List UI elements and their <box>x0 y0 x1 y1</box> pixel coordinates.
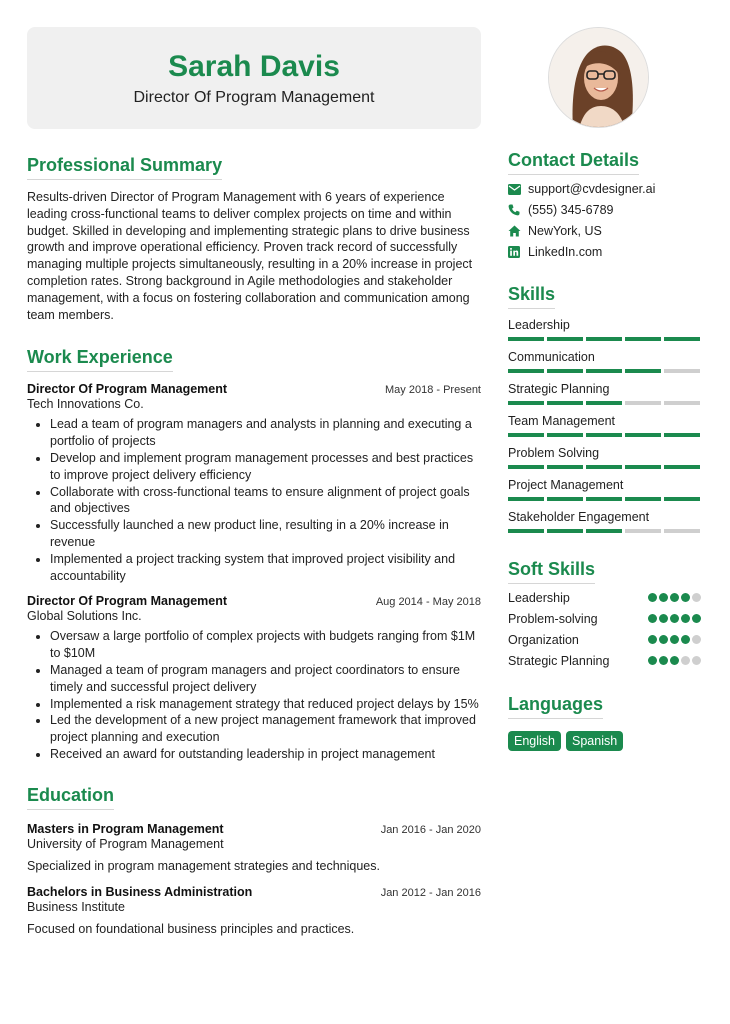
skill-item <box>508 382 703 405</box>
contact-item[interactable] <box>508 244 703 260</box>
skill-name: Leadership <box>508 318 570 332</box>
skill-level-segment <box>664 433 700 437</box>
job-company: Tech Innovations Co. <box>27 397 144 412</box>
languages-section <box>508 694 703 751</box>
soft-skills-section <box>508 559 703 668</box>
skill-level-segment <box>664 401 700 405</box>
skill-level-segment <box>508 497 544 501</box>
experience-section <box>27 347 481 762</box>
soft-skill-rating <box>648 614 701 623</box>
skill-level-segment <box>586 337 622 341</box>
job-bullet: • Collaborate with cross-functional teams to ensure alignment of project goals and objectives <box>50 484 481 518</box>
rating-dot <box>659 635 668 644</box>
skill-name: Team Management <box>508 414 616 428</box>
profile-photo-image <box>549 28 649 128</box>
job-bullet: • Lead a team of program managers and analysts in planning and executing a portfolio of projects <box>50 416 481 450</box>
soft-skill-name: Leadership <box>508 590 570 605</box>
rating-dot <box>648 635 657 644</box>
skill-level-segment <box>625 529 661 533</box>
contact-item[interactable] <box>508 181 703 197</box>
skill-level-segment <box>625 401 661 405</box>
rating-dot <box>648 656 657 665</box>
job-bullet: • Implemented a risk management strategy that reduced project delays by 15% <box>50 696 481 713</box>
soft-skill-item <box>508 653 703 668</box>
skill-level-segment <box>547 465 583 469</box>
skill-list <box>508 318 703 533</box>
skill-name: Project Management <box>508 478 624 492</box>
rating-dot <box>670 635 679 644</box>
education-date: Jan 2012 - Jan 2016 <box>380 886 481 899</box>
education-description: Specialized in program management strategies and techniques. <box>27 858 380 873</box>
soft-skill-rating <box>648 656 701 665</box>
email-icon <box>508 184 528 195</box>
skill-level-bar <box>508 497 703 501</box>
education-section <box>27 785 481 936</box>
home-icon <box>508 225 528 237</box>
rating-dot <box>681 614 690 623</box>
skill-level-segment <box>508 529 544 533</box>
education-degree: Bachelors in Business Administration <box>27 884 253 899</box>
job-title: Director Of Program Management <box>27 594 228 609</box>
rating-dot <box>659 593 668 602</box>
phone-icon <box>508 204 528 216</box>
education-entry <box>27 822 481 873</box>
skill-level-segment <box>625 465 661 469</box>
skill-level-segment <box>547 401 583 405</box>
skill-item <box>508 414 703 437</box>
education-degree: Masters in Program Management <box>27 821 224 836</box>
skill-level-segment <box>547 529 583 533</box>
job-entry <box>27 594 481 762</box>
skill-item <box>508 350 703 373</box>
education-header-row <box>27 822 481 836</box>
education-entry <box>27 885 481 936</box>
profile-photo <box>548 27 649 128</box>
soft-skill-name: Organization <box>508 632 579 647</box>
rating-dot <box>659 656 668 665</box>
summary-heading: Professional Summary <box>27 155 222 180</box>
main-column <box>27 155 481 936</box>
job-list <box>27 382 481 762</box>
rating-dot <box>692 635 701 644</box>
job-bullet: • Managed a team of program managers and project coordinators to ensure timely and successful project delivery <box>50 662 481 696</box>
contact-text: (555) 345-6789 <box>528 203 614 217</box>
rating-dot <box>670 656 679 665</box>
soft-skill-item <box>508 611 703 626</box>
education-date: Jan 2016 - Jan 2020 <box>380 823 481 836</box>
skill-level-bar <box>508 369 703 373</box>
skill-level-segment <box>586 401 622 405</box>
soft-skill-name: Problem-solving <box>508 611 598 626</box>
contact-list <box>508 181 703 260</box>
education-heading: Education <box>27 785 114 810</box>
job-bullet: • Develop and implement program management processes and best practices to improve project delivery efficiency <box>50 450 481 484</box>
contact-text: LinkedIn.com <box>528 245 603 259</box>
rating-dot <box>670 614 679 623</box>
rating-dot <box>670 593 679 602</box>
soft-skill-item <box>508 632 703 647</box>
contact-text: NewYork, US <box>528 224 602 238</box>
skill-level-segment <box>547 497 583 501</box>
soft-skill-rating <box>648 635 701 644</box>
experience-heading: Work Experience <box>27 347 173 372</box>
contact-section <box>508 150 703 260</box>
rating-dot <box>659 614 668 623</box>
skill-name: Problem Solving <box>508 446 600 460</box>
skill-level-segment <box>625 369 661 373</box>
skill-level-segment <box>508 433 544 437</box>
education-school: Business Institute <box>27 899 125 914</box>
education-list <box>27 822 481 936</box>
contact-item[interactable] <box>508 202 703 218</box>
skill-level-segment <box>547 337 583 341</box>
job-bullets <box>27 416 481 584</box>
skill-name: Stakeholder Engagement <box>508 510 650 524</box>
skill-item <box>508 318 703 341</box>
skills-heading: Skills <box>508 284 555 309</box>
summary-section <box>27 155 481 323</box>
summary-text: Results-driven Director of Program Management with 6 years of experience leading cross-functional teams to deliver complex projects on time and within budget. Skilled in developing and implementing strategic plans to drive business growth and improve operational efficiency. Proven track record of successfully managing multiple projects simultaneously, resulting in a 20% increase in project completion rates. Strong background in Agile methodologies and stakeholder management, with a focus on fostering collaboration and communication among team members. <box>27 190 473 322</box>
contact-item[interactable] <box>508 223 703 239</box>
skill-level-bar <box>508 465 703 469</box>
rating-dot <box>692 614 701 623</box>
soft-skills-heading: Soft Skills <box>508 559 595 584</box>
rating-dot <box>648 593 657 602</box>
skill-level-segment <box>586 369 622 373</box>
rating-dot <box>692 656 701 665</box>
candidate-title: Director Of Program Management <box>133 89 375 106</box>
candidate-name: Sarah Davis <box>168 50 340 83</box>
skill-level-segment <box>508 369 544 373</box>
skill-level-segment <box>586 497 622 501</box>
skill-name: Strategic Planning <box>508 382 610 396</box>
skill-level-segment <box>508 401 544 405</box>
skills-section <box>508 284 703 533</box>
job-title: Director Of Program Management <box>27 382 228 397</box>
resume-header <box>27 27 481 129</box>
skill-level-bar <box>508 529 703 533</box>
skill-level-segment <box>664 369 700 373</box>
contact-text: support@cvdesigner.ai <box>528 182 656 196</box>
skill-name: Communication <box>508 350 595 364</box>
skill-level-bar <box>508 337 703 341</box>
linkedin-icon <box>508 246 528 258</box>
education-description: Focused on foundational business principles and practices. <box>27 921 355 936</box>
rating-dot <box>681 593 690 602</box>
skill-level-segment <box>586 465 622 469</box>
skill-level-bar <box>508 433 703 437</box>
language-badge: Spanish <box>566 731 623 751</box>
skill-level-segment <box>664 497 700 501</box>
job-date: Aug 2014 - May 2018 <box>375 596 481 609</box>
rating-dot <box>692 593 701 602</box>
skill-item <box>508 478 703 501</box>
skill-level-segment <box>547 369 583 373</box>
job-header-row <box>27 594 481 608</box>
skill-level-segment <box>586 433 622 437</box>
skill-level-segment <box>625 433 661 437</box>
languages-heading: Languages <box>508 694 603 719</box>
language-badge: English <box>508 731 561 751</box>
skill-level-segment <box>625 337 661 341</box>
education-school: University of Program Management <box>27 836 224 851</box>
job-bullet: • Led the development of a new project management framework that improved project planning and execution <box>50 712 481 746</box>
rating-dot <box>681 635 690 644</box>
skill-level-segment <box>508 465 544 469</box>
skill-level-segment <box>586 529 622 533</box>
skill-item <box>508 510 703 533</box>
language-list <box>508 731 703 751</box>
skill-level-segment <box>664 529 700 533</box>
skill-item <box>508 446 703 469</box>
skill-level-segment <box>625 497 661 501</box>
job-date: May 2018 - Present <box>385 384 481 397</box>
job-bullet: • Implemented a project tracking system that improved project visibility and accountability <box>50 551 481 585</box>
soft-skill-name: Strategic Planning <box>508 653 610 668</box>
education-header-row <box>27 885 481 899</box>
contact-heading: Contact Details <box>508 150 639 175</box>
job-header-row <box>27 382 481 396</box>
skill-level-segment <box>547 433 583 437</box>
skill-level-segment <box>664 465 700 469</box>
skill-level-segment <box>508 337 544 341</box>
job-bullet: • Successfully launched a new product line, resulting in a 20% increase in revenue <box>50 517 481 551</box>
rating-dot <box>681 656 690 665</box>
soft-skill-item <box>508 590 703 605</box>
skill-level-bar <box>508 401 703 405</box>
soft-skill-list <box>508 590 703 668</box>
job-entry <box>27 382 481 584</box>
job-bullet: • Oversaw a large portfolio of complex projects with budgets ranging from $1M to $10M <box>50 628 481 662</box>
skill-level-segment <box>664 337 700 341</box>
job-bullet: • Received an award for outstanding leadership in project management <box>50 746 481 763</box>
soft-skill-rating <box>648 593 701 602</box>
sidebar-column <box>508 150 703 751</box>
job-bullets <box>27 628 481 762</box>
job-company: Global Solutions Inc. <box>27 609 142 624</box>
rating-dot <box>648 614 657 623</box>
